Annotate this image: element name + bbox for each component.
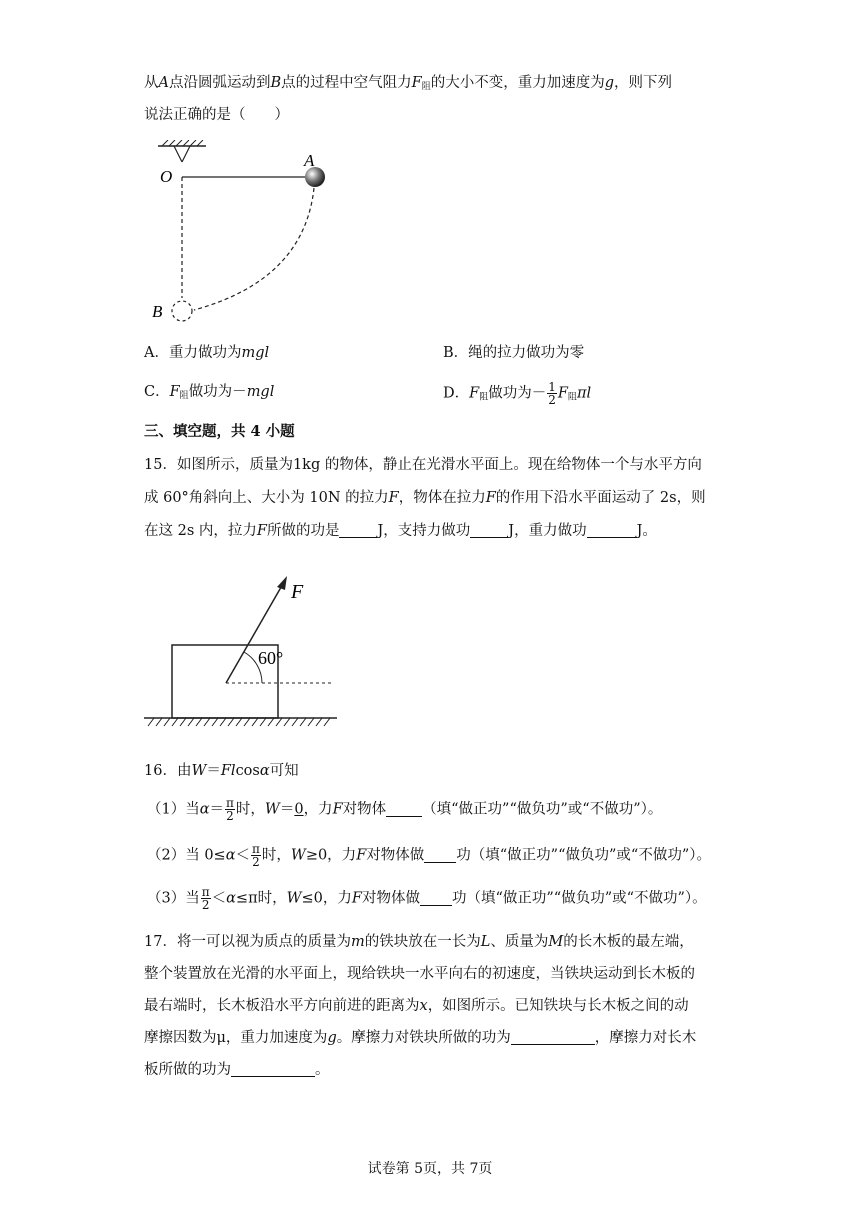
- q16-intro: 16．由W＝Flcosα可知: [144, 763, 299, 779]
- arrow-head-icon: [277, 576, 287, 590]
- answer-blank[interactable]: [587, 521, 637, 538]
- option-c: C．$F_阻$做功为－mgl: [144, 384, 275, 401]
- angle-label: 60°: [258, 648, 284, 668]
- block-force-figure: [144, 572, 344, 732]
- q17-line4: 摩擦因数为μ，重力加速度为g。摩擦力对铁块所做的功为 ，摩擦力对长木: [144, 1030, 697, 1046]
- ball-a: [305, 167, 325, 187]
- page-footer: 试卷第 5页，共 7页: [367, 1161, 493, 1177]
- q14-stem-line1: 从A点沿圆弧运动到B点的过程中空气阻力$F_阻$的大小不变，重力加速度为g，则下列: [144, 75, 673, 92]
- answer-blank[interactable]: [231, 1060, 315, 1077]
- q15-line2: 成 60°角斜向上、大小为 10N 的拉力F，物体在拉力F的作用下沿水平面运动了 2s，则: [144, 490, 706, 506]
- q17-line5: 板所做的功为 。: [144, 1062, 330, 1078]
- option-a: A．重力做功为mgl: [144, 345, 270, 361]
- q16-part1: （1）当α＝ $\frac{\pi}{2}$ 时，W＝0，力F对物体 （填“做正功”“做负功”或“不做功”）。: [147, 796, 663, 823]
- q15-line1: 15．如图所示，质量为1kg 的物体，静止在光滑水平面上。现在给物体一个与水平方向: [144, 457, 702, 473]
- option-d: D．$F_阻$做功为－ $\frac{1}{2}$ $F_阻\pi l$: [443, 380, 592, 407]
- q17-line3: 最右端时，长木板沿水平方向前进的距离为x，如图所示。已知铁块与长木板之间的动: [144, 998, 689, 1014]
- label-o: O: [160, 167, 173, 186]
- answer-blank[interactable]: [470, 521, 508, 538]
- option-b: B．绳的拉力做功为零: [443, 345, 585, 361]
- answer-blank[interactable]: [386, 800, 422, 817]
- answer-blank[interactable]: [511, 1028, 595, 1045]
- pendulum-figure: [144, 140, 344, 330]
- answer-blank[interactable]: [339, 521, 377, 538]
- answer-blank[interactable]: [420, 889, 452, 906]
- q16-part2: （2）当 0≤α＜ $\frac{\pi}{2}$ 时，W≥0，力F对物体做 功（填“做正功”“做负功”或“不做功”）。: [147, 842, 711, 869]
- label-b: B: [152, 302, 163, 321]
- q17-line1: 17．将一可以视为质点的质量为m的铁块放在一长为L、质量为M的长木板的最左端，: [144, 934, 694, 950]
- label-a: A: [304, 151, 315, 170]
- ball-b: [172, 301, 192, 321]
- answer-blank[interactable]: [424, 846, 456, 863]
- q14-stem-line2: 说法正确的是（ ）: [144, 107, 289, 123]
- label-f: F: [291, 581, 304, 603]
- section-heading: 三、填空题，共 4 小题: [144, 423, 295, 440]
- q17-line2: 整个装置放在光滑的水平面上，现给铁块一水平向右的初速度，当铁块运动到长木板的: [144, 966, 695, 982]
- q15-line3: 在这 2s 内，拉力F所做的功是 J，支持力做功 J，重力做功 J。: [144, 523, 657, 539]
- q16-part3: （3）当 $\frac{\pi}{2}$ ＜α≤π时，W≤0，力F对物体做 功（填“做正功”“做负功”或“不做功”）。: [147, 885, 707, 912]
